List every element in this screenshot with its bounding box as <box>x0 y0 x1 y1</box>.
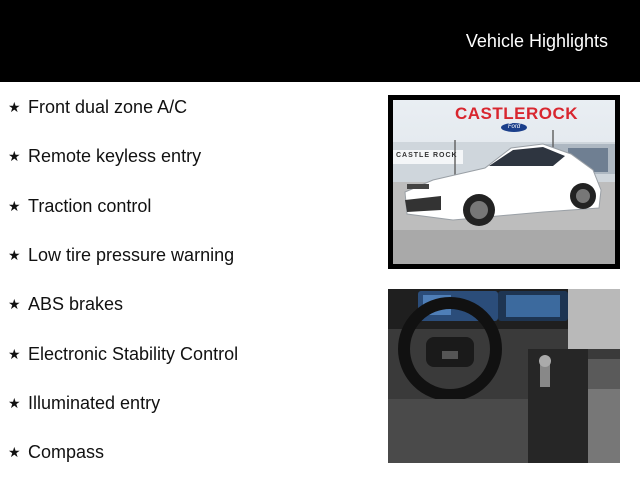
feature-label: Illuminated entry <box>28 392 161 413</box>
feature-item <box>8 440 104 464</box>
header-bar <box>0 0 640 82</box>
feature-item <box>8 144 201 168</box>
feature-label: Low tire pressure warning <box>28 244 235 265</box>
feature-label: Remote keyless entry <box>28 145 202 166</box>
interior-photo <box>388 289 620 463</box>
star-icon: ★ <box>8 295 21 312</box>
star-icon: ★ <box>8 394 21 411</box>
feature-item <box>8 194 151 218</box>
star-icon: ★ <box>8 345 21 362</box>
building-sign: CASTLE ROCK <box>396 152 458 159</box>
star-icon: ★ <box>8 147 21 164</box>
star-icon: ★ <box>8 246 21 263</box>
star-icon: ★ <box>8 443 21 460</box>
star-icon: ★ <box>8 98 21 115</box>
dealer-sign: CASTLEROCK <box>455 104 579 123</box>
feature-item <box>8 292 123 316</box>
feature-item <box>8 95 187 119</box>
feature-item <box>8 342 238 366</box>
ford-badge: Ford <box>501 123 527 132</box>
feature-label: Traction control <box>28 195 152 216</box>
page-title: Vehicle Highlights <box>465 31 608 51</box>
feature-item <box>8 243 234 267</box>
feature-label: Electronic Stability Control <box>28 343 239 364</box>
feature-item <box>8 391 160 415</box>
exterior-photo <box>388 95 620 269</box>
star-icon: ★ <box>8 197 21 214</box>
feature-label: ABS brakes <box>28 293 124 314</box>
feature-label: Front dual zone A/C <box>28 96 188 117</box>
feature-label: Compass <box>28 441 105 462</box>
